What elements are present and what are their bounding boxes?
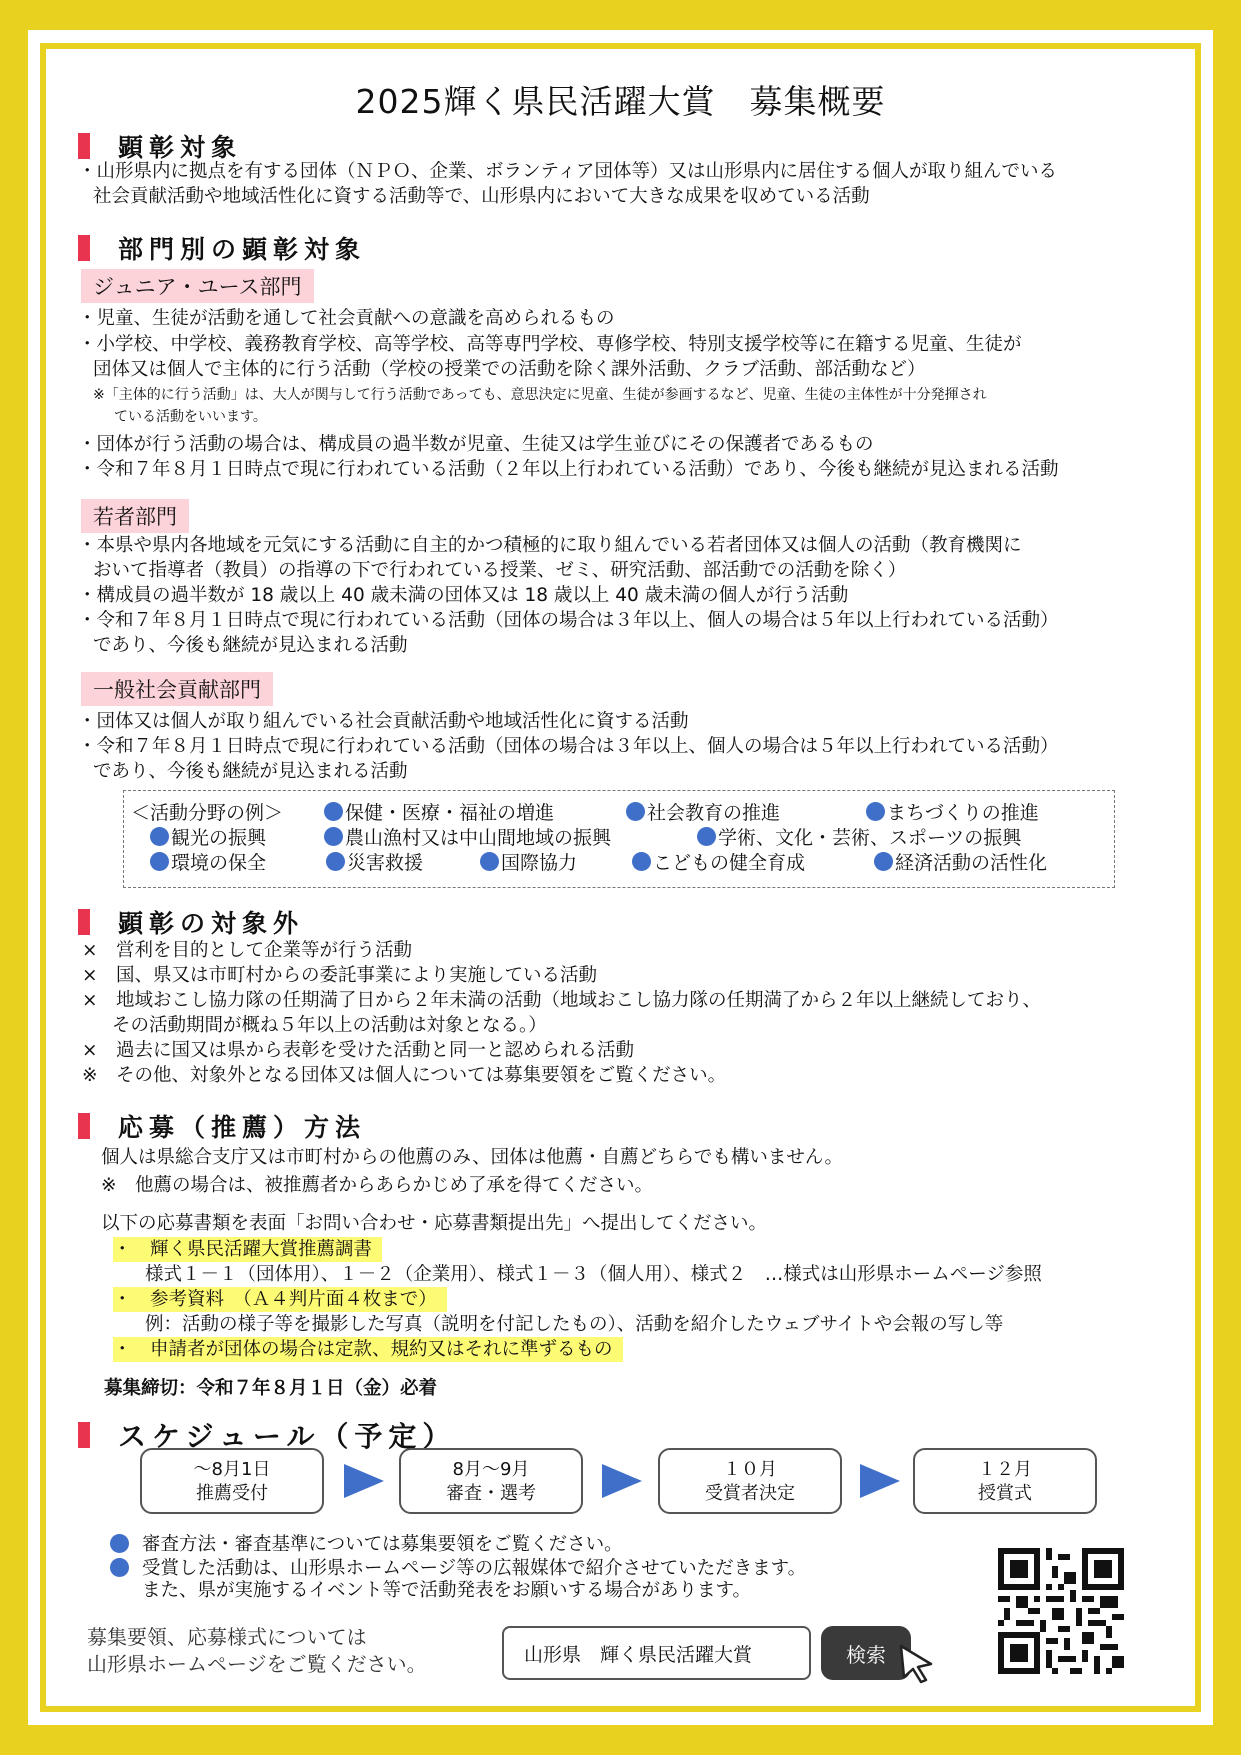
- apply-line-2: ※ 他薦の場合は、被推薦者からあらかじめ了承を得てください。: [101, 1175, 654, 1196]
- bullet-dot-icon: [110, 1534, 129, 1553]
- excluded-line-4: その活動期間が概ね５年以上の活動は対象となる。）: [112, 1015, 547, 1036]
- footer-text-2: 山形県ホームページをご覧ください。: [87, 1652, 427, 1676]
- arrow-right-icon: [860, 1464, 900, 1498]
- youth-line-2: おいて指導者（教員）の指導の下で行われている授業、ゼミ、研究活動、部活動での活動を除く）: [93, 560, 907, 581]
- deadline: 募集締切：令和７年８月１日（金）必着: [104, 1378, 438, 1399]
- youth-line-1: ・本県や県内各地域を元気にする活動に自主的かつ積極的に取り組んでいる若者団体又は個人の活動（教育機関に: [78, 535, 1022, 556]
- search-button[interactable]: 検索: [821, 1626, 911, 1680]
- section-marker: [78, 909, 90, 935]
- junior-line-3: 団体又は個人で主体的に行う活動（学校の授業での活動を除く課外活動、クラブ活動、部活動など）: [93, 359, 926, 380]
- arrow-right-icon: [602, 1464, 642, 1498]
- example-item: 国際協力: [480, 848, 577, 875]
- cursor-pointer-icon: [895, 1642, 937, 1684]
- junior-line-2: ・小学校、中学校、義務教育学校、高等学校、高等専門学校、専修学校、特別支援学校等に在籍する児童、生徒が: [78, 334, 1022, 355]
- example-item: まちづくりの推進: [866, 798, 1039, 825]
- bullet-dot-icon: [480, 852, 499, 871]
- bullet-dot-icon: [697, 827, 716, 846]
- apply-doc-1-detail: 様式１－１（団体用）、１－２（企業用）、様式１－３（個人用）、様式２ …様式は山形県ホームページ参照: [145, 1264, 1042, 1285]
- category-label-junior: ジュニア・ユース部門: [81, 269, 314, 303]
- bullet-dot-icon: [866, 802, 885, 821]
- bullet-dot-icon: [632, 852, 651, 871]
- bullet-dot-icon: [110, 1558, 129, 1577]
- bullet-dot-icon: [326, 852, 345, 871]
- schedule-step: 8月～9月 審査・選考: [399, 1448, 583, 1514]
- apply-doc-1: ・ 輝く県民活躍大賞推薦調書: [113, 1237, 382, 1262]
- example-item: 観光の振興: [150, 823, 266, 850]
- schedule-note: 審査方法・審査基準については募集要領をご覧ください。: [110, 1530, 623, 1556]
- junior-line-4: ・団体が行う活動の場合は、構成員の過半数が児童、生徒又は学生並びにその保護者であるもの: [78, 434, 874, 455]
- example-item: 社会教育の推進: [626, 798, 780, 825]
- section-marker: [78, 1422, 90, 1448]
- qr-code-icon[interactable]: [998, 1548, 1124, 1674]
- general-line-1: ・団体又は個人が取り組んでいる社会貢献活動や地域活性化に資する活動: [78, 711, 689, 732]
- junior-line-1: ・児童、生徒が活動を通して社会貢献への意識を高められるもの: [78, 308, 615, 329]
- example-item: 環境の保全: [150, 848, 266, 875]
- excluded-line-5: × 過去に国又は県から表彰を受けた活動と同一と認められる活動: [82, 1040, 635, 1061]
- example-item: 災害救援: [326, 848, 423, 875]
- youth-line-4: ・令和７年８月１日時点で現に行われている活動（団体の場合は３年以上、個人の場合は５年以上行われている活動）: [78, 610, 1059, 631]
- target-line-1: ・山形県内に拠点を有する団体（ＮＰＯ、企業、ボランティア団体等）又は山形県内に居住する個人が取り組んでいる: [78, 161, 1058, 182]
- section-heading-apply: 応募（推薦）方法: [78, 1108, 366, 1144]
- section-heading-schedule: スケジュール（予定）: [78, 1415, 456, 1455]
- section-heading-divisions: 部門別の顕彰対象: [78, 230, 366, 266]
- bullet-dot-icon: [150, 852, 169, 871]
- arrow-right-icon: [344, 1464, 384, 1498]
- general-line-2: ・令和７年８月１日時点で現に行われている活動（団体の場合は３年以上、個人の場合は５年以上行われている活動）: [78, 736, 1059, 757]
- excluded-line-1: × 営利を目的として企業等が行う活動: [82, 940, 413, 961]
- youth-line-5: であり、今後も継続が見込まれる活動: [93, 635, 408, 656]
- bullet-dot-icon: [626, 802, 645, 821]
- search-input[interactable]: 山形県 輝く県民活躍大賞: [502, 1626, 811, 1680]
- section-marker: [78, 235, 90, 261]
- example-item: 経済活動の活性化: [874, 848, 1047, 875]
- junior-note-2: ている活動をいいます。: [114, 409, 267, 425]
- excluded-line-3: × 地域おこし協力隊の任期満了日から２年未満の活動（地域おこし協力隊の任期満了から２年以上継続しており、: [82, 990, 1042, 1011]
- section-marker: [78, 1113, 90, 1139]
- category-label-youth: 若者部門: [81, 499, 189, 533]
- schedule-note-continued: また、県が実施するイベント等で活動発表をお願いする場合があります。: [142, 1580, 752, 1601]
- section-heading-target: 顕彰対象: [78, 128, 242, 164]
- category-label-general: 一般社会貢献部門: [81, 672, 273, 706]
- section-marker: [78, 133, 90, 159]
- schedule-step: １２月 授賞式: [913, 1448, 1097, 1514]
- excluded-line-6: ※ その他、対象外となる団体又は個人については募集要領をご覧ください。: [82, 1065, 727, 1086]
- example-item: 農山漁村又は中山間地域の振興: [324, 823, 611, 850]
- page-title: 2025輝く県民活躍大賞 募集概要: [355, 82, 886, 121]
- bullet-dot-icon: [874, 852, 893, 871]
- excluded-line-2: × 国、県又は市町村からの委託事業により実施している活動: [82, 965, 598, 986]
- schedule-step: １０月 受賞者決定: [658, 1448, 842, 1514]
- schedule-note: 受賞した活動は、山形県ホームページ等の広報媒体で紹介させていただきます。: [110, 1554, 806, 1580]
- youth-line-3: ・構成員の過半数が 18 歳以上 40 歳未満の団体又は 18 歳以上 40 歳未満の個人が行う活動: [78, 585, 849, 606]
- bullet-dot-icon: [150, 827, 169, 846]
- examples-label: ＜活動分野の例＞: [131, 802, 284, 824]
- example-item: こどもの健全育成: [632, 848, 805, 875]
- bullet-dot-icon: [324, 802, 343, 821]
- apply-line-1: 個人は県総合支庁又は市町村からの他薦のみ、団体は他薦・自薦どちらでも構いません。: [101, 1147, 844, 1168]
- example-item: 学術、文化・芸術、スポーツの振興: [697, 823, 1021, 850]
- apply-doc-2-detail: 例：活動の様子等を撮影した写真（説明を付記したもの）、活動を紹介したウェブサイトや会報の写し等: [145, 1314, 1004, 1335]
- footer-text-1: 募集要領、応募様式については: [87, 1625, 367, 1649]
- apply-line-3: 以下の応募書類を表面「お問い合わせ・応募書類提出先」へ提出してください。: [101, 1213, 768, 1234]
- target-line-2: 社会貢献活動や地域活性化に資する活動等で、山形県内において大きな成果を収めている活動: [93, 186, 870, 207]
- general-line-3: であり、今後も継続が見込まれる活動: [93, 761, 408, 782]
- junior-line-5: ・令和７年８月１日時点で現に行われている活動（２年以上行われている活動）であり、今後も継続が見込まれる活動: [78, 459, 1059, 480]
- apply-doc-3: ・ 申請者が団体の場合は定款、規約又はそれに準ずるもの: [113, 1337, 623, 1362]
- bullet-dot-icon: [324, 827, 343, 846]
- section-heading-excluded: 顕彰の対象外: [78, 904, 304, 940]
- schedule-step: ～8月1日 推薦受付: [140, 1448, 324, 1514]
- apply-doc-2: ・ 参考資料 （Ａ４判片面４枚まで）: [113, 1287, 447, 1312]
- junior-note-1: ※「主体的に行う活動」は、大人が関与して行う活動であっても、意思決定に児童、生徒が参画するなど、児童、生徒の主体性が十分発揮され: [93, 387, 987, 403]
- example-item: 保健・医療・福祉の増進: [324, 798, 554, 825]
